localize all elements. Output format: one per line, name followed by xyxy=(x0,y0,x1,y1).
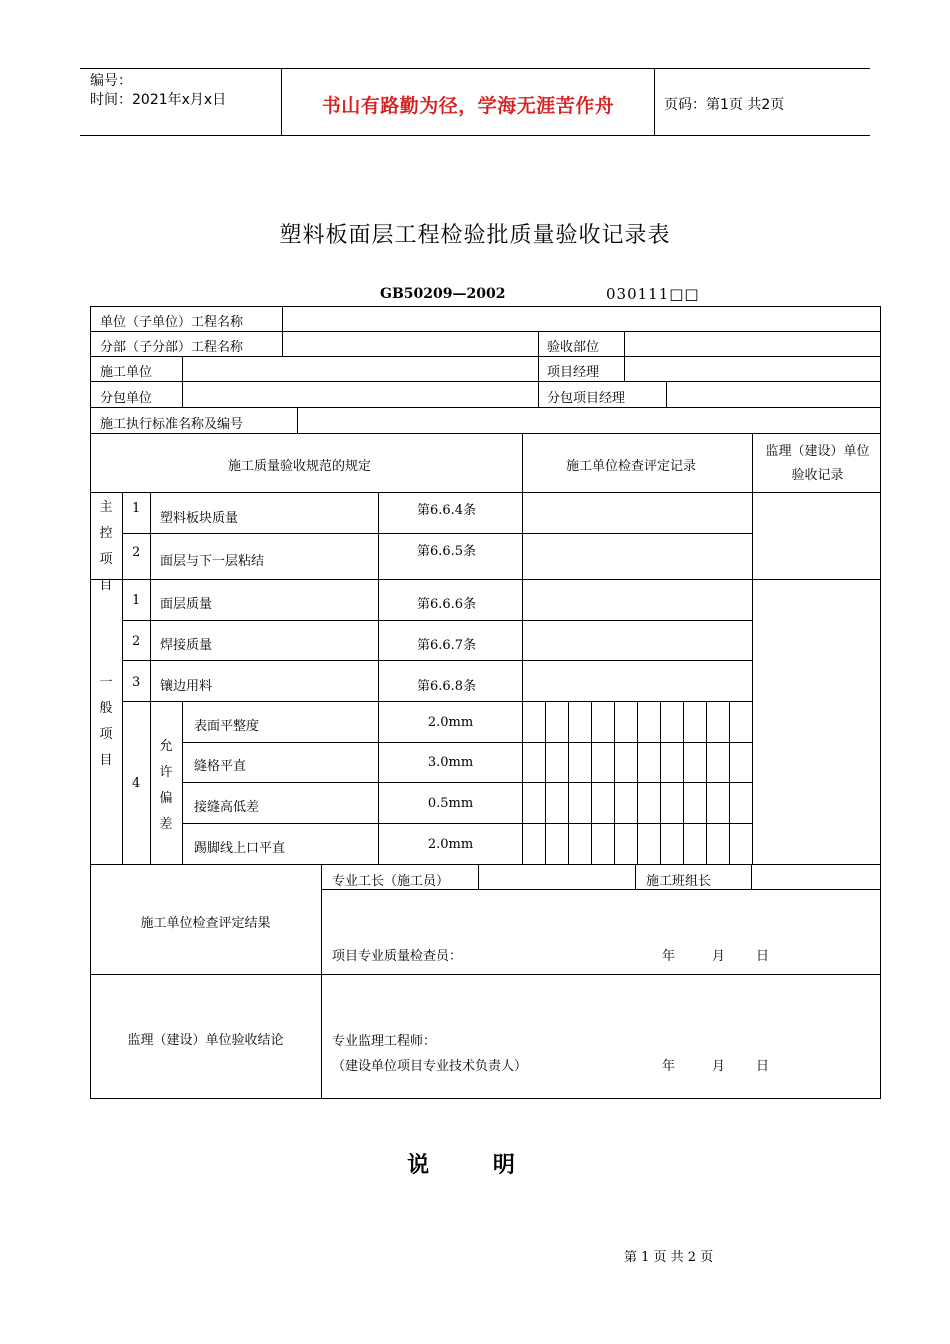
general-item-3-name: 镶边用料 xyxy=(160,679,213,694)
general-item-2-clause: 第6.6.7条 xyxy=(417,638,477,653)
rule xyxy=(321,864,322,1099)
header-left-block xyxy=(90,72,226,110)
col-spec-header: 施工质量验收规范的规定 xyxy=(228,459,372,474)
table-border-left xyxy=(90,306,91,1099)
sub-project-name-label: 分部（子分部）工程名称 xyxy=(100,340,244,355)
standard-name-label: 施工执行标准名称及编号 xyxy=(100,417,244,432)
rule xyxy=(751,864,752,890)
rule xyxy=(706,701,707,864)
header-divider-left xyxy=(281,68,282,136)
rule xyxy=(90,407,881,408)
general-item-3-no: 3 xyxy=(132,675,141,690)
motto: 书山有路勤为径，学海无涯苦作舟 xyxy=(321,95,615,117)
rule xyxy=(545,701,546,864)
foreman-label: 专业工长（施工员） xyxy=(332,874,450,889)
rule xyxy=(182,823,753,824)
rule xyxy=(591,701,592,864)
form-code: 030111□□ xyxy=(606,285,700,303)
rule xyxy=(614,701,615,864)
rule xyxy=(182,356,183,408)
conclusion-day: 日 xyxy=(756,1059,770,1074)
main-item-1-name: 塑料板块质量 xyxy=(160,511,239,526)
result-day: 日 xyxy=(756,949,770,964)
general-item-1-clause: 第6.6.6条 xyxy=(417,597,477,612)
table-border-bottom xyxy=(90,1098,881,1099)
table-border-right xyxy=(880,306,881,1099)
main-item-2-no: 2 xyxy=(132,545,141,560)
explanation-title: 说 明 xyxy=(407,1153,543,1178)
unit-project-name-label: 单位（子单位）工程名称 xyxy=(100,315,244,330)
rule xyxy=(635,864,636,890)
rule xyxy=(182,782,753,783)
header-divider-right xyxy=(654,68,655,136)
main-item-2-clause: 第6.6.5条 xyxy=(417,544,477,559)
header-top-rule xyxy=(80,68,870,69)
footer-page-number: 第 1 页 共 2 页 xyxy=(624,1250,714,1265)
conclusion-label: 监理（建设）单位验收结论 xyxy=(127,1033,284,1048)
col-supervision-header: 监理（建设）单位验收记录 xyxy=(765,444,870,483)
inspection-table xyxy=(90,306,881,1099)
conclusion-year: 年 xyxy=(662,1059,676,1074)
rule xyxy=(321,889,881,890)
rule xyxy=(378,492,379,701)
deviation-item-1-value: 2.0mm xyxy=(427,715,474,730)
rule xyxy=(122,533,753,534)
rule xyxy=(729,701,730,864)
main-item-1-clause: 第6.6.4条 xyxy=(417,503,477,518)
rule xyxy=(90,579,881,580)
deviation-item-4-name: 踢脚线上口平直 xyxy=(194,841,286,856)
rule xyxy=(522,433,523,493)
deviation-item-3-name: 接缝高低差 xyxy=(194,800,260,815)
allowance-label: 允许偏差 xyxy=(159,739,173,832)
main-item-2-name: 面层与下一层粘结 xyxy=(160,554,265,569)
rule xyxy=(90,331,881,332)
rule xyxy=(666,381,667,408)
deviation-item-no: 4 xyxy=(132,776,141,791)
rule xyxy=(683,701,684,864)
table-border-top xyxy=(90,306,881,307)
rule xyxy=(660,701,661,864)
rule xyxy=(122,492,123,864)
number-label: 编号： xyxy=(90,73,132,89)
rule xyxy=(522,492,523,864)
result-year: 年 xyxy=(662,949,676,964)
standard-code: GB50209—2002 xyxy=(380,286,506,302)
quality-inspector-label: 项目专业质量检查员： xyxy=(332,949,463,964)
deviation-item-3-value: 0.5mm xyxy=(427,796,474,811)
deviation-item-2-value: 3.0mm xyxy=(427,755,474,770)
general-item-3-clause: 第6.6.8条 xyxy=(417,679,477,694)
subcontract-unit-label: 分包单位 xyxy=(100,391,153,406)
rule xyxy=(478,864,479,890)
rule xyxy=(122,620,753,621)
rule xyxy=(122,701,753,702)
rule xyxy=(297,407,298,434)
rule xyxy=(568,701,569,864)
rule xyxy=(90,433,881,434)
general-label: 一般项目 xyxy=(99,675,113,768)
col-check-header: 施工单位检查评定记录 xyxy=(566,459,697,474)
conclusion-month: 月 xyxy=(712,1059,726,1074)
owner-rep-label: （建设单位项目专业技术负责人） xyxy=(332,1059,528,1074)
rule xyxy=(122,660,753,661)
rule xyxy=(752,433,753,864)
general-item-2-no: 2 xyxy=(132,634,141,649)
rule xyxy=(90,492,881,493)
header-bottom-rule xyxy=(80,135,870,136)
general-item-1-no: 1 xyxy=(132,593,141,608)
rule xyxy=(90,864,881,865)
subcontract-manager-label: 分包项目经理 xyxy=(547,391,626,406)
construction-unit-label: 施工单位 xyxy=(100,365,153,380)
main-control-label: 主控项目 xyxy=(99,500,113,593)
document-title: 塑料板面层工程检验批质量验收记录表 xyxy=(279,223,671,248)
time-label: 时间：2021年x月x日 xyxy=(90,92,227,108)
supervisor-engineer-label: 专业监理工程师： xyxy=(332,1034,437,1049)
general-item-2-name: 焊接质量 xyxy=(160,638,213,653)
rule xyxy=(150,492,151,864)
check-result-label: 施工单位检查评定结果 xyxy=(140,916,271,931)
rule xyxy=(624,331,625,357)
rule xyxy=(90,356,881,357)
rule xyxy=(637,701,638,864)
rule xyxy=(182,742,753,743)
header-page-info: 页码：第1页 共2页 xyxy=(664,97,785,113)
rule xyxy=(538,331,539,408)
general-item-1-name: 面层质量 xyxy=(160,597,213,612)
deviation-item-4-value: 2.0mm xyxy=(427,837,474,852)
team-leader-label: 施工班组长 xyxy=(646,874,712,889)
rule xyxy=(90,381,881,382)
inspection-part-label: 验收部位 xyxy=(547,340,600,355)
rule xyxy=(282,306,283,357)
project-manager-label: 项目经理 xyxy=(547,365,600,380)
rule xyxy=(624,356,625,382)
rule xyxy=(90,974,881,975)
result-month: 月 xyxy=(712,949,726,964)
deviation-item-1-name: 表面平整度 xyxy=(194,719,260,734)
main-item-1-no: 1 xyxy=(132,501,141,516)
deviation-item-2-name: 缝格平直 xyxy=(194,759,247,774)
